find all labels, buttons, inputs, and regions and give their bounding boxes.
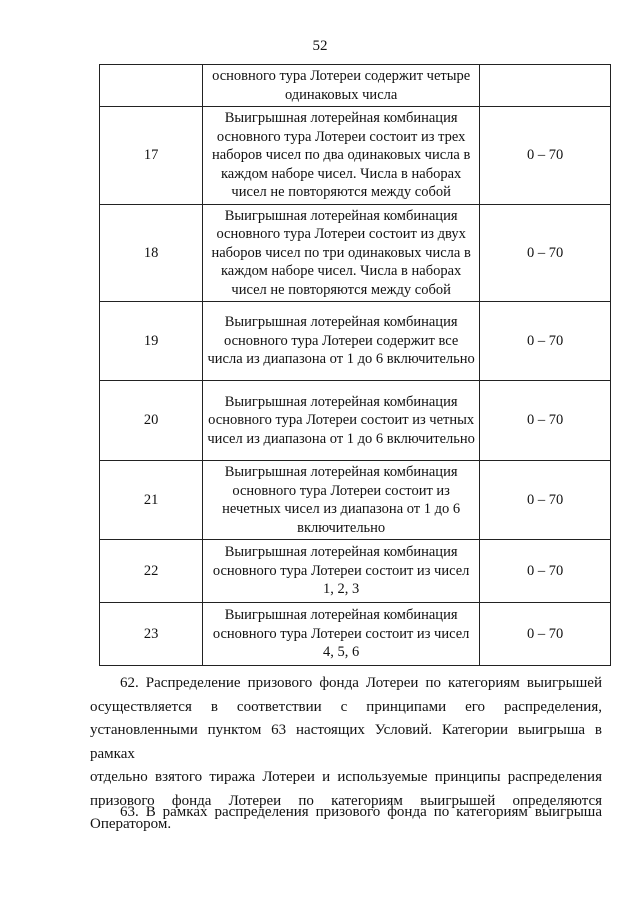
table-row [100,107,611,205]
row-number-cell: 23 [100,603,203,666]
table-row [100,302,611,381]
row-number-cell: 17 [100,107,203,205]
row-range-cell: 0 – 70 [480,204,611,302]
row-number-cell: 19 [100,302,203,381]
table-row [100,381,611,461]
row-number-cell: 22 [100,540,203,603]
row-number-cell [100,65,203,107]
paragraph-line: 63. В рамках распределения призового фонда по категориям выигрыша [120,804,602,820]
row-range-cell: 0 – 70 [480,603,611,666]
paragraph-line: осуществляется в соответствии с принципами его распределения, [90,698,602,715]
paragraph-line: отдельно взятого тиража Лотереи и используемые принципы распределения [90,769,602,785]
row-range-cell: 0 – 70 [480,381,611,461]
row-number-cell: 20 [100,381,203,461]
winning-combinations-table [99,64,611,666]
row-description-cell: основного тура Лотереи содержит четыре одинаковых числа [203,65,480,107]
row-number-cell: 18 [100,204,203,302]
row-description-cell: Выигрышная лотерейная комбинация основного тура Лотереи состоит из двух наборов чисел по три одинаковых числа в каждом наборе чисел. Числа в наборах чисел не повторяются между собой [203,204,480,302]
row-description-cell: Выигрышная лотерейная комбинация основного тура Лотереи состоит из трех наборов чисел по два одинаковых числа в каждом наборе чисел. Числа в наборах чисел не повторяются между собой [203,107,480,205]
table-row [100,65,611,107]
row-range-cell: 0 – 70 [480,540,611,603]
paragraph-line: призового фонда Лотереи по категориям выигрышей определяются Оператором. [90,792,602,832]
table-row [100,461,611,540]
row-number-cell: 21 [100,461,203,540]
row-description-cell: Выигрышная лотерейная комбинация основного тура Лотереи состоит из нечетных чисел из диапазона от 1 до 6 включительно [203,461,480,540]
row-description-cell: Выигрышная лотерейная комбинация основного тура Лотереи состоит из чисел 4, 5, 6 [203,603,480,666]
row-range-cell [480,65,611,107]
row-description-cell: Выигрышная лотерейная комбинация основного тура Лотереи состоит из чисел 1, 2, 3 [203,540,480,603]
page-number: 52 [312,38,328,54]
row-range-cell: 0 – 70 [480,461,611,540]
table-row [100,603,611,666]
table-row [100,204,611,302]
row-range-cell: 0 – 70 [480,302,611,381]
paragraph-line: 62. Распределение призового фонда Лотереи по категориям выигрышей [120,675,602,691]
row-description-cell: Выигрышная лотерейная комбинация основного тура Лотереи состоит из четных чисел из диапазона от 1 до 6 включительно [203,381,480,461]
table-row [100,540,611,603]
row-description-cell: Выигрышная лотерейная комбинация основного тура Лотереи содержит все числа из диапазона от 1 до 6 включительно [203,302,480,381]
paragraph-63 [90,801,602,825]
paragraph-line: установленными пунктом 63 настоящих Условий. Категории выигрыша в рамках [90,722,602,762]
row-range-cell: 0 – 70 [480,107,611,205]
